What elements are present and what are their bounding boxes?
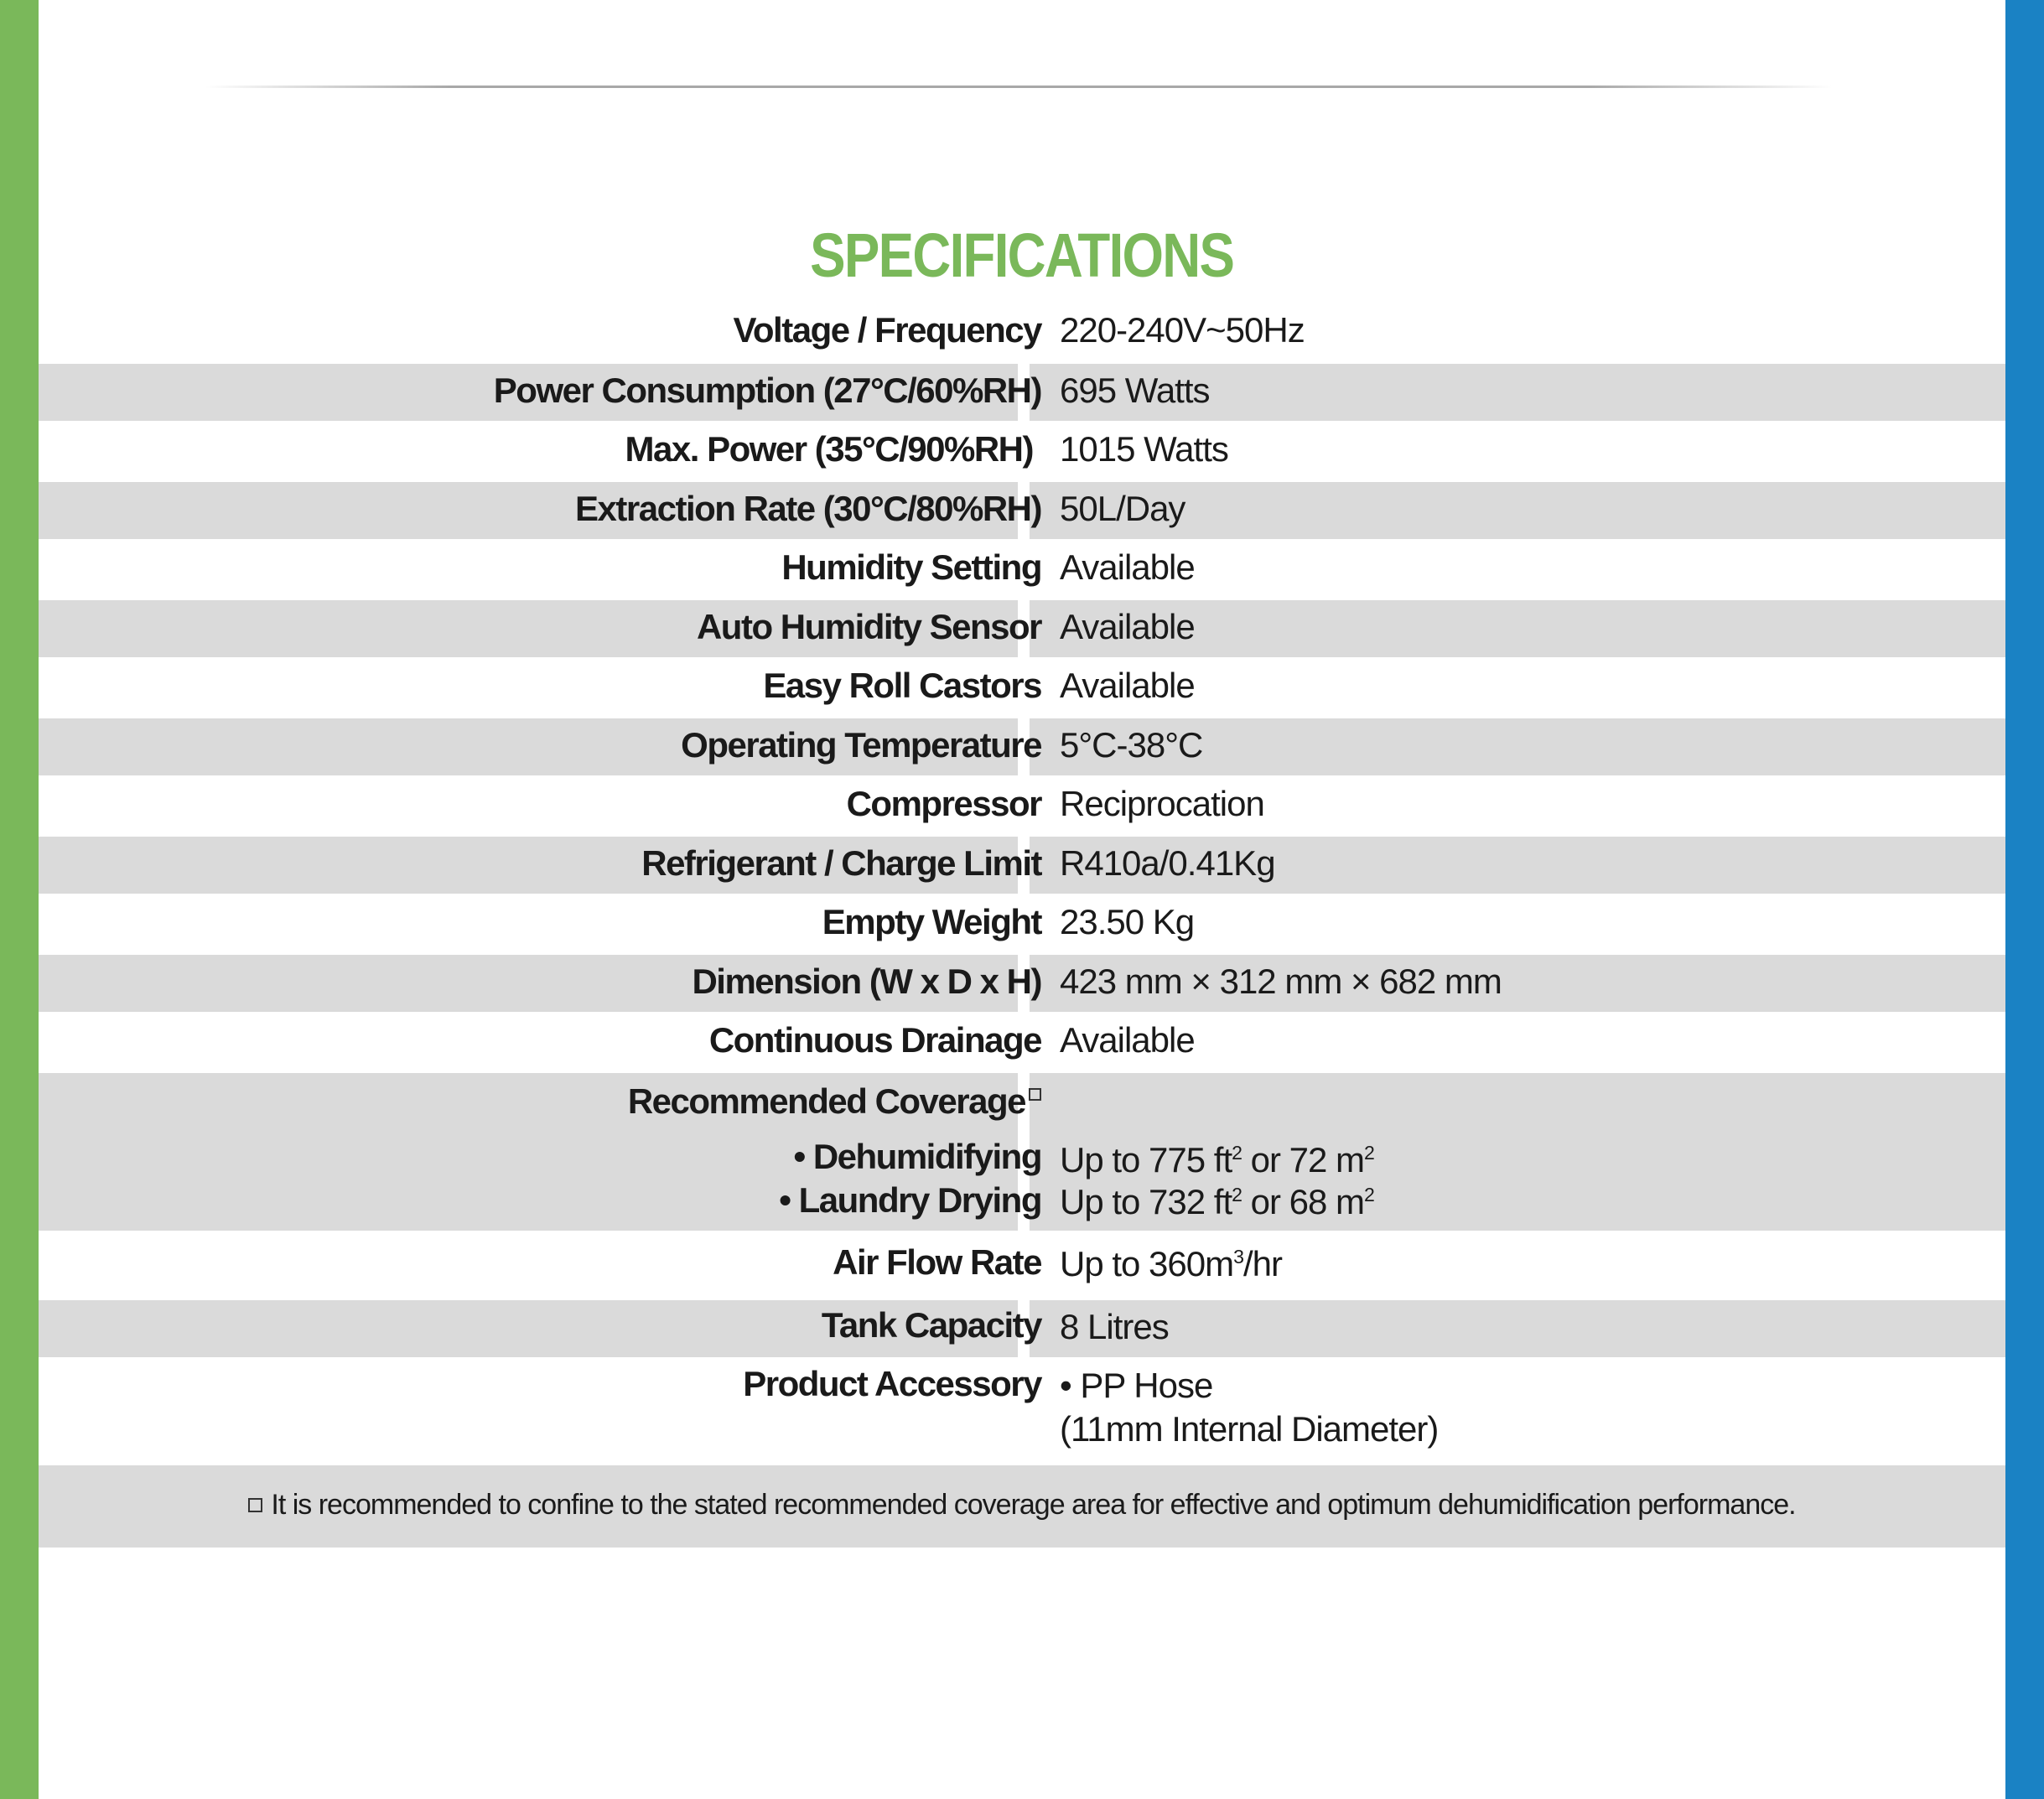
spec-label: Continuous Drainage xyxy=(708,1020,1041,1060)
spec-label: Operating Temperature xyxy=(681,725,1041,765)
spec-value: Available xyxy=(1060,666,1195,705)
footnote-band xyxy=(39,1465,2005,1548)
spec-row-humidity-setting xyxy=(39,539,2005,600)
coverage-item-value: Up to 732 $ft^2$ or 68 $m^2$ xyxy=(1060,1182,1374,1221)
spec-label: Compressor xyxy=(846,784,1041,823)
spec-label: Dimension (W x D x H) xyxy=(692,962,1041,1001)
spec-row-power-consumption xyxy=(39,364,2005,421)
spec-value: Available xyxy=(1060,547,1195,587)
spec-table xyxy=(39,303,2005,1473)
spec-row-product-accessory xyxy=(39,1357,2005,1473)
spec-value: Up to $360m^3/hr$ xyxy=(1060,1244,1282,1283)
spec-label: Refrigerant / Charge Limit xyxy=(641,843,1041,883)
spec-row-voltage xyxy=(39,303,2005,364)
spec-value: 695 Watts xyxy=(1060,371,1210,410)
page-title: SPECIFICATIONS xyxy=(810,220,1234,290)
spec-label: Empty Weight xyxy=(822,902,1041,941)
spec-value: • PP Hose xyxy=(1060,1366,1213,1405)
spec-row-air-flow-rate xyxy=(39,1231,2005,1300)
spec-row-easy-roll-castors xyxy=(39,657,2005,718)
spec-label: Power Consumption (27°C/60%RH) xyxy=(493,371,1041,410)
spec-row-empty-weight xyxy=(39,894,2005,955)
right-accent-bar xyxy=(2005,0,2044,1799)
spec-value: R410a/0.41Kg xyxy=(1060,843,1275,883)
spec-label: Auto Humidity Sensor xyxy=(696,607,1041,646)
spec-row-refrigerant xyxy=(39,837,2005,894)
coverage-item-value: Up to 775 $ft^2$ or 72 $m^2$ xyxy=(1060,1140,1374,1179)
spec-row-tank-capacity xyxy=(39,1300,2005,1357)
spec-row-max-power xyxy=(39,421,2005,482)
spec-label: Easy Roll Castors xyxy=(763,666,1041,705)
top-divider xyxy=(205,86,1832,88)
footnote-marker-icon xyxy=(248,1498,262,1512)
spec-row-recommended-coverage xyxy=(39,1073,2005,1231)
spec-value: Available xyxy=(1060,1020,1195,1060)
spec-value: 23.50 Kg xyxy=(1060,902,1195,941)
spec-row-continuous-drainage xyxy=(39,1012,2005,1073)
spec-label: Max. Power (35°C/90%RH) xyxy=(625,429,1033,469)
spec-value: 5°C-38°C xyxy=(1060,725,1203,765)
spec-label: Tank Capacity xyxy=(821,1305,1041,1345)
spec-label: Humidity Setting xyxy=(781,547,1041,587)
spec-value: 1015 Watts xyxy=(1060,429,1228,469)
spec-row-extraction-rate xyxy=(39,482,2005,539)
spec-value: 423 mm × 312 mm × 682 mm xyxy=(1060,962,1502,1001)
spec-label: Product Accessory xyxy=(743,1364,1041,1403)
spec-label: Air Flow Rate xyxy=(833,1242,1041,1282)
spec-row-auto-humidity-sensor xyxy=(39,600,2005,657)
footnote-marker-icon xyxy=(1029,1088,1041,1101)
spec-value: 50L/Day xyxy=(1060,489,1185,528)
left-accent-bar xyxy=(0,0,39,1799)
spec-value: 8 Litres xyxy=(1060,1307,1169,1346)
spec-value: Available xyxy=(1060,607,1195,646)
footnote: It is recommended to confine to the stated recommended coverage area for effective and optimum dehumidification performance. xyxy=(39,1489,2005,1522)
spec-row-compressor xyxy=(39,775,2005,837)
spec-row-operating-temperature xyxy=(39,718,2005,775)
spec-label: Recommended Coverage xyxy=(628,1081,1041,1122)
coverage-item-label: • Dehumidifying xyxy=(793,1137,1041,1176)
spec-value: 220-240V~50Hz xyxy=(1060,310,1305,350)
spec-label: Extraction Rate (30°C/80%RH) xyxy=(575,489,1041,528)
spec-value: (11mm Internal Diameter) xyxy=(1060,1409,1439,1449)
spec-label: Voltage / Frequency xyxy=(733,310,1041,350)
coverage-item-label: • Laundry Drying xyxy=(779,1180,1041,1220)
spec-value: Reciprocation xyxy=(1060,784,1264,823)
spec-row-dimension xyxy=(39,955,2005,1012)
